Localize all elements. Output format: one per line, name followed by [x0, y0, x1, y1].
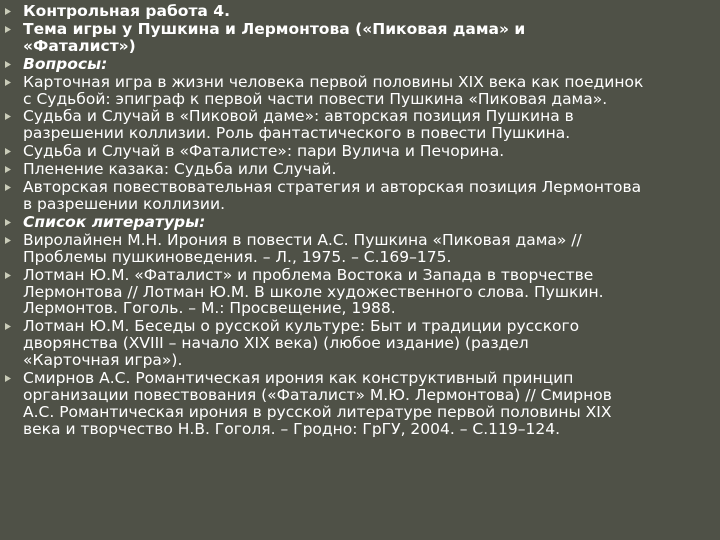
item-text-line: Судьба и Случай в «Пиковой даме»: авторская позиция Пушкина в — [23, 107, 574, 126]
bullet-icon — [5, 61, 11, 68]
item-text-line: Авторская повествовательная стратегия и авторская позиция Лермонтова — [23, 178, 642, 197]
bullet-icon — [5, 375, 11, 382]
item-text-line: дворянства (XVIII – начало XIX века) (любое издание) (раздел — [23, 334, 529, 353]
list-item — [0, 21, 720, 55]
list-item — [0, 161, 720, 178]
bullet-icon — [5, 237, 11, 244]
item-text-line: Судьба и Случай в «Фаталисте»: пари Вулича и Печорина. — [23, 142, 505, 161]
item-text-line: Лермонтов. Гоголь. – М.: Просвещение, 1988. — [23, 299, 396, 318]
item-text-line: разрешении коллизии. Роль фантастического в повести Пушкина. — [23, 124, 571, 143]
bullet-icon — [5, 272, 11, 279]
item-text-line: Смирнов А.С. Романтическая ирония как конструктивный принцип — [23, 369, 574, 388]
list-item — [0, 232, 720, 266]
list-item — [0, 214, 720, 231]
item-text-line: Список литературы: — [23, 212, 206, 231]
item-text-line: Виролайнен М.Н. Ирония в повести А.С. Пушкина «Пиковая дама» // — [23, 230, 582, 249]
bullet-icon — [5, 166, 11, 173]
item-text-line: организации повествования («Фаталист» М.Ю. Лермонтова) // Смирнов — [23, 385, 612, 404]
bullet-icon — [5, 26, 11, 33]
item-text-line: Лермонтова // Лотман Ю.М. В школе художественного слова. Пушкин. — [23, 282, 604, 301]
item-text-line: А.С. Романтическая ирония в русской литературе первой половины XIX — [23, 402, 612, 421]
list-item — [0, 108, 720, 142]
list-item — [0, 56, 720, 73]
bullet-list — [0, 3, 720, 438]
item-text-line: «Карточная игра»). — [23, 351, 183, 370]
list-item — [0, 318, 720, 369]
item-text-line: Лотман Ю.М. «Фаталист» и проблема Востока и Запада в творчестве — [23, 265, 594, 284]
item-text-line: Пленение казака: Судьба или Случай. — [23, 160, 337, 179]
list-item — [0, 143, 720, 160]
bullet-icon — [5, 184, 11, 191]
item-text-line: Лотман Ю.М. Беседы о русской культуре: Быт и традиции русского — [23, 317, 580, 336]
item-text-line: Вопросы: — [23, 54, 108, 73]
list-item — [0, 74, 720, 108]
item-text-line: Тема игры у Пушкина и Лермонтова («Пиковая дама» и — [23, 19, 526, 38]
bullet-icon — [5, 219, 11, 226]
list-item — [0, 3, 720, 20]
list-item — [0, 179, 720, 213]
bullet-icon — [5, 323, 11, 330]
bullet-icon — [5, 148, 11, 155]
item-text-line: в разрешении коллизии. — [23, 194, 225, 213]
item-text-line: Проблемы пушкиноведения. – Л., 1975. – С.169–175. — [23, 247, 452, 266]
item-text-line: «Фаталист») — [23, 36, 136, 55]
item-text-line: с Судьбой: эпиграф к первой части повести Пушкина «Пиковая дама». — [23, 89, 608, 108]
bullet-icon — [5, 79, 11, 86]
item-text-line: века и творчество Н.В. Гоголя. – Гродно: ГрГУ, 2004. – С.119–124. — [23, 419, 561, 438]
list-item — [0, 267, 720, 318]
bullet-icon — [5, 113, 11, 120]
item-text-line: Карточная игра в жизни человека первой половины XIX века как поединок — [23, 72, 644, 91]
item-text-line: Контрольная работа 4. — [23, 2, 230, 20]
list-item — [0, 370, 720, 438]
bullet-icon — [5, 8, 11, 15]
